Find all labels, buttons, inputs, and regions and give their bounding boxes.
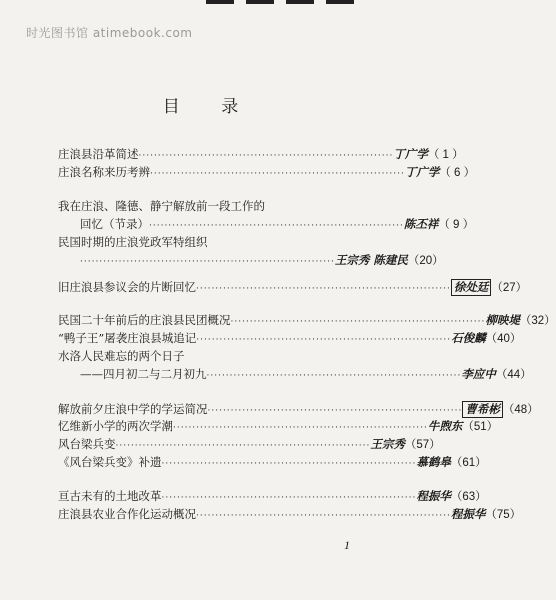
entry-title: 旧庄浪县参议会的片断回忆 <box>58 280 196 294</box>
top-mark <box>206 0 234 4</box>
entry-page: （27） <box>491 282 528 294</box>
entry-title: 亘古未有的土地改革 <box>58 489 162 503</box>
dot-leader: ·································································· <box>196 511 451 521</box>
dot-leader: ·································································· <box>138 151 394 161</box>
entry-page: （40） <box>485 333 522 345</box>
toc-entry[interactable] <box>58 437 441 454</box>
entry-author: 程振华 <box>416 489 451 503</box>
entry-page: （57） <box>404 439 441 451</box>
entry-author: 王宗秀 陈建民 <box>334 253 408 267</box>
top-mark <box>246 0 274 4</box>
entry-page: （75） <box>485 509 522 521</box>
entry-author: 陈丕祥 <box>403 217 439 231</box>
entry-page: （ 6 ） <box>439 167 476 179</box>
entry-author: 丁广学 <box>393 147 428 161</box>
toc-entry[interactable] <box>58 349 358 364</box>
toc-entry[interactable] <box>58 507 522 524</box>
dot-leader: ·································································· <box>196 284 451 294</box>
dot-leader: ·································································· <box>161 493 417 503</box>
dot-leader: ·································································· <box>173 423 428 433</box>
entry-title: 民国二十年前后的庄浪县民团概况 <box>58 313 231 327</box>
entry-title: 忆维新小学的两次学潮 <box>58 419 173 433</box>
entry-author: 李应中 <box>461 367 496 381</box>
top-edge-marks <box>206 0 354 6</box>
entry-author: 曹希彬 <box>462 401 503 418</box>
entry-title: “鸭子王”屠袭庄浪县城追记 <box>58 331 197 345</box>
dot-leader: ·································································· <box>150 169 405 179</box>
entry-author: 慕鹤皋 <box>416 455 451 469</box>
dot-leader: ·································································· <box>196 335 452 345</box>
entry-title: 庄浪县沿革简述 <box>58 147 139 161</box>
dot-leader: ·································································· <box>80 257 335 267</box>
entry-page: （ 9 ） <box>438 219 475 231</box>
entry-page: （44） <box>495 369 532 381</box>
entry-title: 我在庄浪、隆德、静宁解放前一段工作的 <box>58 199 265 213</box>
watermark: 时光图书馆 atimebook.com <box>26 26 193 40</box>
toc-entry[interactable] <box>58 313 556 330</box>
toc-entry[interactable] <box>58 253 444 270</box>
entry-page: （63） <box>450 491 487 503</box>
toc-entry[interactable] <box>58 279 528 297</box>
toc-entry[interactable] <box>58 489 487 506</box>
entry-author: 柳映堤 <box>485 313 520 327</box>
entry-title: ——四月初二与二月初九 <box>80 367 207 381</box>
dot-leader: ·································································· <box>149 221 404 231</box>
toc-entry[interactable] <box>58 165 476 182</box>
dot-leader: ·································································· <box>115 441 371 451</box>
entry-page: （51） <box>462 421 499 433</box>
dot-leader: ·································································· <box>230 317 486 327</box>
dot-leader: ·································································· <box>206 371 462 381</box>
entry-title: 解放前夕庄浪中学的学运简况 <box>58 402 208 416</box>
toc-entry[interactable] <box>58 217 475 234</box>
page-number: 1 <box>344 538 350 552</box>
entry-page: （61） <box>450 457 487 469</box>
top-mark <box>326 0 354 4</box>
entry-page: （48） <box>502 404 539 416</box>
entry-page: （ 1 ） <box>427 149 464 161</box>
entry-author: 程振华 <box>450 507 486 521</box>
entry-author: 石俊麟 <box>451 331 486 345</box>
toc-entry[interactable] <box>58 331 522 348</box>
entry-author: 丁广学 <box>404 165 440 179</box>
entry-author: 牛煦东 <box>427 419 463 433</box>
entry-title: 回忆（节录） <box>80 217 149 231</box>
toc-entry[interactable] <box>58 199 358 214</box>
page-title: 目 录 <box>162 97 257 117</box>
toc-entry[interactable] <box>58 401 539 419</box>
entry-author: 王宗秀 <box>370 437 405 451</box>
entry-title: 庄浪县农业合作化运动概况 <box>58 507 196 521</box>
entry-title: 《风台梁兵变》补遗 <box>58 455 162 469</box>
entry-title: 水洛人民难忘的两个日子 <box>58 349 185 363</box>
toc-entry[interactable] <box>58 367 532 384</box>
entry-page: （32） <box>519 315 556 327</box>
entry-author: 徐处廷 <box>451 279 492 296</box>
top-mark <box>286 0 314 4</box>
entry-title: 风台梁兵变 <box>58 437 116 451</box>
entry-title: 民国时期的庄浪党政军特组织 <box>58 235 208 249</box>
dot-leader: ·································································· <box>161 459 417 469</box>
dot-leader: ·································································· <box>207 406 463 416</box>
toc-entry[interactable] <box>58 147 464 164</box>
toc-entry[interactable] <box>58 235 358 250</box>
entry-title: 庄浪名称来历考辨 <box>58 165 150 179</box>
toc-entry[interactable] <box>58 419 499 436</box>
entry-page: （20） <box>407 255 444 267</box>
toc-entry[interactable] <box>58 455 487 472</box>
